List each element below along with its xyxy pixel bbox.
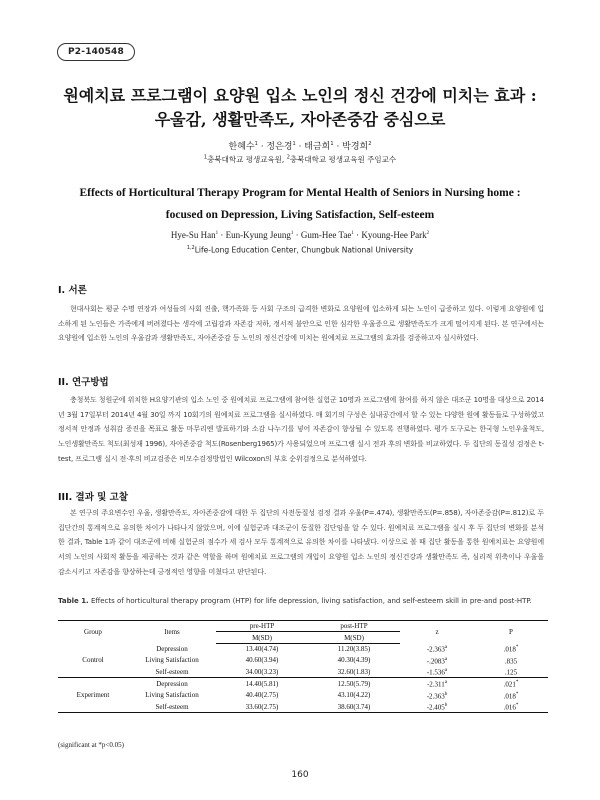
author-sup: 2: [426, 231, 430, 236]
author-sup: 1: [330, 141, 334, 147]
cell-item: Depression: [128, 678, 216, 690]
cell-pre: 14.40(5.81): [216, 678, 308, 690]
cell-item: Self-esteem: [128, 701, 216, 713]
korean-affiliation: [40, 154, 560, 165]
cell-post: 12.50(5.79): [308, 678, 400, 690]
cell-p: .125: [504, 668, 518, 677]
cell-group: Experiment: [76, 691, 110, 700]
author-sup: 1: [215, 231, 219, 236]
korean-title-line-1: 원예치료 프로그램이 요양원 입소 노인의 정신 건강에 미치는 효과 :: [63, 86, 537, 105]
korean-author: 정은경: [266, 142, 293, 152]
english-authors: Hye-Su Han$^1$ · Eun-Kyung Jeung$^1$ · Gum-Hee Tae$^1$ · Kyoung-Hee Park$^2$: [170, 230, 430, 240]
korean-affiliation-2: 충북대학교 평생교육원 주임교수: [289, 155, 397, 164]
korean-affiliation-1: 충북대학교 평생교육원,: [207, 155, 285, 164]
page-number: 160: [291, 770, 309, 780]
header-pre: pre-HTP: [216, 621, 308, 632]
table-row: [58, 690, 548, 701]
author-sup: 1: [292, 141, 296, 147]
cell-item: Depression: [156, 644, 188, 653]
cell-z: -1.536$^a$: [426, 667, 448, 677]
intro-paragraph: 현대사회는 평균 수명 연장과 여성들의 사회 진출, 핵가족화 등 사회 구조의 급격한 변화로 요양원에 입소하게 되는 노인이 급증하고 있다. 이렇게 요양원에 입소하게 된 노인들은 가족에게 버려졌다는 생각에 고립감과 자존감 저하, 정서적 불안으로 인한 심각한 우울증으로 생활만족도가 크게 떨어지게 된다. 본 연구에서는 요양원에 입소한 노인의 우울감과 생활만족도, 자아존중감 등 노인의 정신건강에 미치는 원예치료 프로그램의 효과를 검증하고자 실시하였다.: [58, 305, 544, 343]
cell-group: [58, 666, 128, 678]
table-row: [58, 666, 548, 678]
cell-post: 43.10(4.22): [337, 691, 371, 700]
affil-sup: 1: [203, 154, 208, 161]
english-affiliation-text: Life-Long Education Center, Chungbuk National University: [194, 245, 414, 255]
methods-paragraph: 충청북도 청원군에 위치한 H요양기관의 입소 노인 중 원예치료 프로그램에 참여한 실험군 10명과 프로그램에 참여를 하지 않은 대조군 10명을 대상으로 2014년 3월 17일부터 2014년 4월 30일 까지 10회기의 원예치료 프로그램을 실시하였다. 매 회기의 구성은 실내공간에서 할 수 있는 다양한 원예 활동들로 구성하였고 정서적 안정과 성취감 증진을 목표로 활동 마무리엔 발표하기와 소감 나누기를 넣어 자존감이 향상될 수 있도록 진행하였다. 평가 도구로는 한국형 노인우울척도, 노인생활만족도 척도(최성재 1996), 자아존중감 척도(Rosenberg1965)가 사용되었으며 프로그램 실시 전과 후의 변화를 비교하였다. 두 집단의 동질성 검정은 t-test, 프로그램 실시 전·후의 비교검증은 비모수검정방법인 Wilcoxon의 부호 순위검정으로 분석하였다.: [58, 396, 544, 463]
author-sup: 1: [351, 231, 354, 236]
cell-post: 32.60(1.83): [337, 667, 371, 676]
poster-id-badge: P2-140548: [57, 43, 135, 61]
cell-post: 11.20(3.85): [337, 645, 371, 654]
cell-pre: 34.00(3.23): [245, 667, 279, 676]
cell-p: .018*: [503, 691, 519, 700]
cell-item: Living Satisfaction: [145, 691, 199, 700]
table-row: [58, 643, 548, 654]
english-author: Hye-Su Han: [170, 230, 216, 240]
english-author: Kyoung-Hee Park: [361, 230, 427, 240]
korean-authors: 한혜수$^1$ · 정은경$^1$ · 태금희$^1$ · 박경희$^2$: [228, 141, 372, 152]
english-affiliation: [40, 245, 560, 255]
cell-group: [58, 701, 128, 713]
cell-p: .021*: [474, 678, 548, 690]
section-heading-results: III. 결과 및 고찰: [58, 492, 129, 503]
cell-post: 38.60(3.74): [308, 701, 400, 713]
table-caption: [58, 596, 548, 606]
cell-p: .016*: [474, 701, 548, 713]
table-note: (significant at *p<0.05): [58, 741, 124, 749]
table-row: [58, 701, 548, 713]
korean-author: 태금희: [304, 142, 331, 152]
author-sup: 1: [254, 141, 258, 147]
header-group: Group: [58, 621, 128, 644]
english-title-line-2: focused on Depression, Living Satisfaction, Self-esteem: [165, 209, 435, 221]
cell-z: -2.405$^b$: [400, 701, 474, 713]
cell-group: [58, 643, 128, 654]
results-paragraph: 본 연구의 주요변수인 우울, 생활만족도, 자아존중감에 대한 두 집단의 사전동질성 검정 결과 우울(P=.474), 생활만족도(P=.858), 자아존중감(P=.812)로 두 집단간의 통계적으로 유의한 차이가 나타나지 않았으며, 이에 실험군과 대조군이 동질한 집단임을 알 수 있다. 원예치료 프로그램을 실시 후 두 집단의 변화를 분석한 결과, Table 1과 같이 대조군에 비해 실험군의 점수가 세 검사 모두 통계적으로 유의한 차이를 나타냈다. 이상으로 볼 때 집단 활동을 통한 원예치료는 요양원에서의 노인의 사회적 활동을 제공하는 것과 같은 역할을 하며 원예치료 프로그램의 개입이 요양원 입소 노인의 정신건강과 생활만족도 즉, 심리적 위축이나 우울을 감소시키고 자존감을 향상하는데 긍정적인 영향을 미쳤다고 판단된다.: [58, 509, 544, 576]
cell-z: -2.311$^a$: [400, 678, 474, 690]
cell-pre: 13.40(4.74): [245, 645, 279, 654]
korean-title: [40, 84, 560, 132]
korean-author: 박경희: [342, 142, 369, 152]
english-author: Eun-Kyung Jeung: [225, 230, 291, 240]
english-author: Gum-Hee Tae: [300, 230, 352, 240]
table-header-row: [58, 621, 548, 632]
korean-author: 한혜수: [228, 142, 255, 152]
header-items: Items: [128, 621, 216, 644]
header-pre-msd: M(SD): [216, 632, 308, 643]
cell-pre: 33.60(2.75): [216, 701, 308, 713]
cell-z: -2.363$^b$: [426, 691, 448, 700]
cell-z: -2.363$^a$: [426, 645, 448, 654]
header-post-msd: M(SD): [308, 632, 400, 643]
cell-item: Living Satisfaction: [145, 656, 199, 665]
header-p: P: [474, 621, 548, 644]
cell-pre: 40.40(2.75): [245, 691, 279, 700]
cell-p: .018*: [503, 645, 519, 654]
cell-group: [58, 678, 128, 690]
table-row: [58, 655, 548, 666]
table-label: Table 1.: [58, 597, 89, 605]
author-sup: 2: [368, 141, 372, 147]
cell-z: -.2083$^a$: [426, 656, 448, 665]
results-table: [58, 620, 548, 713]
cell-p: .835: [504, 656, 518, 665]
cell-pre: 40.60(3.94): [245, 656, 279, 665]
korean-title-line-2: 우울감, 생활만족도, 자아존중감 중심으로: [154, 110, 446, 129]
header-post: post-HTP: [308, 621, 400, 632]
table-row: [58, 678, 548, 690]
author-sup: 1: [290, 231, 294, 236]
cell-post: 40.30(4.39): [337, 656, 371, 665]
affil-sup: 2: [286, 154, 290, 161]
english-title-line-1: Effects of Horticultural Therapy Program for Mental Health of Seniors in Nursing home :: [79, 187, 521, 199]
section-heading-intro: I. 서론: [58, 285, 87, 296]
affil-sup: 1,2: [186, 245, 195, 251]
section-heading-methods: II. 연구방법: [58, 377, 109, 388]
table-caption-text: Effects of horticultural therapy program (HTP) for life depression, living satisfaction, and self-esteem skill in pre-and post-HTP.: [90, 597, 532, 605]
english-title: [40, 182, 560, 226]
header-z: z: [400, 621, 474, 644]
cell-group: Control: [82, 656, 104, 665]
cell-item: Self-esteem: [155, 667, 189, 676]
